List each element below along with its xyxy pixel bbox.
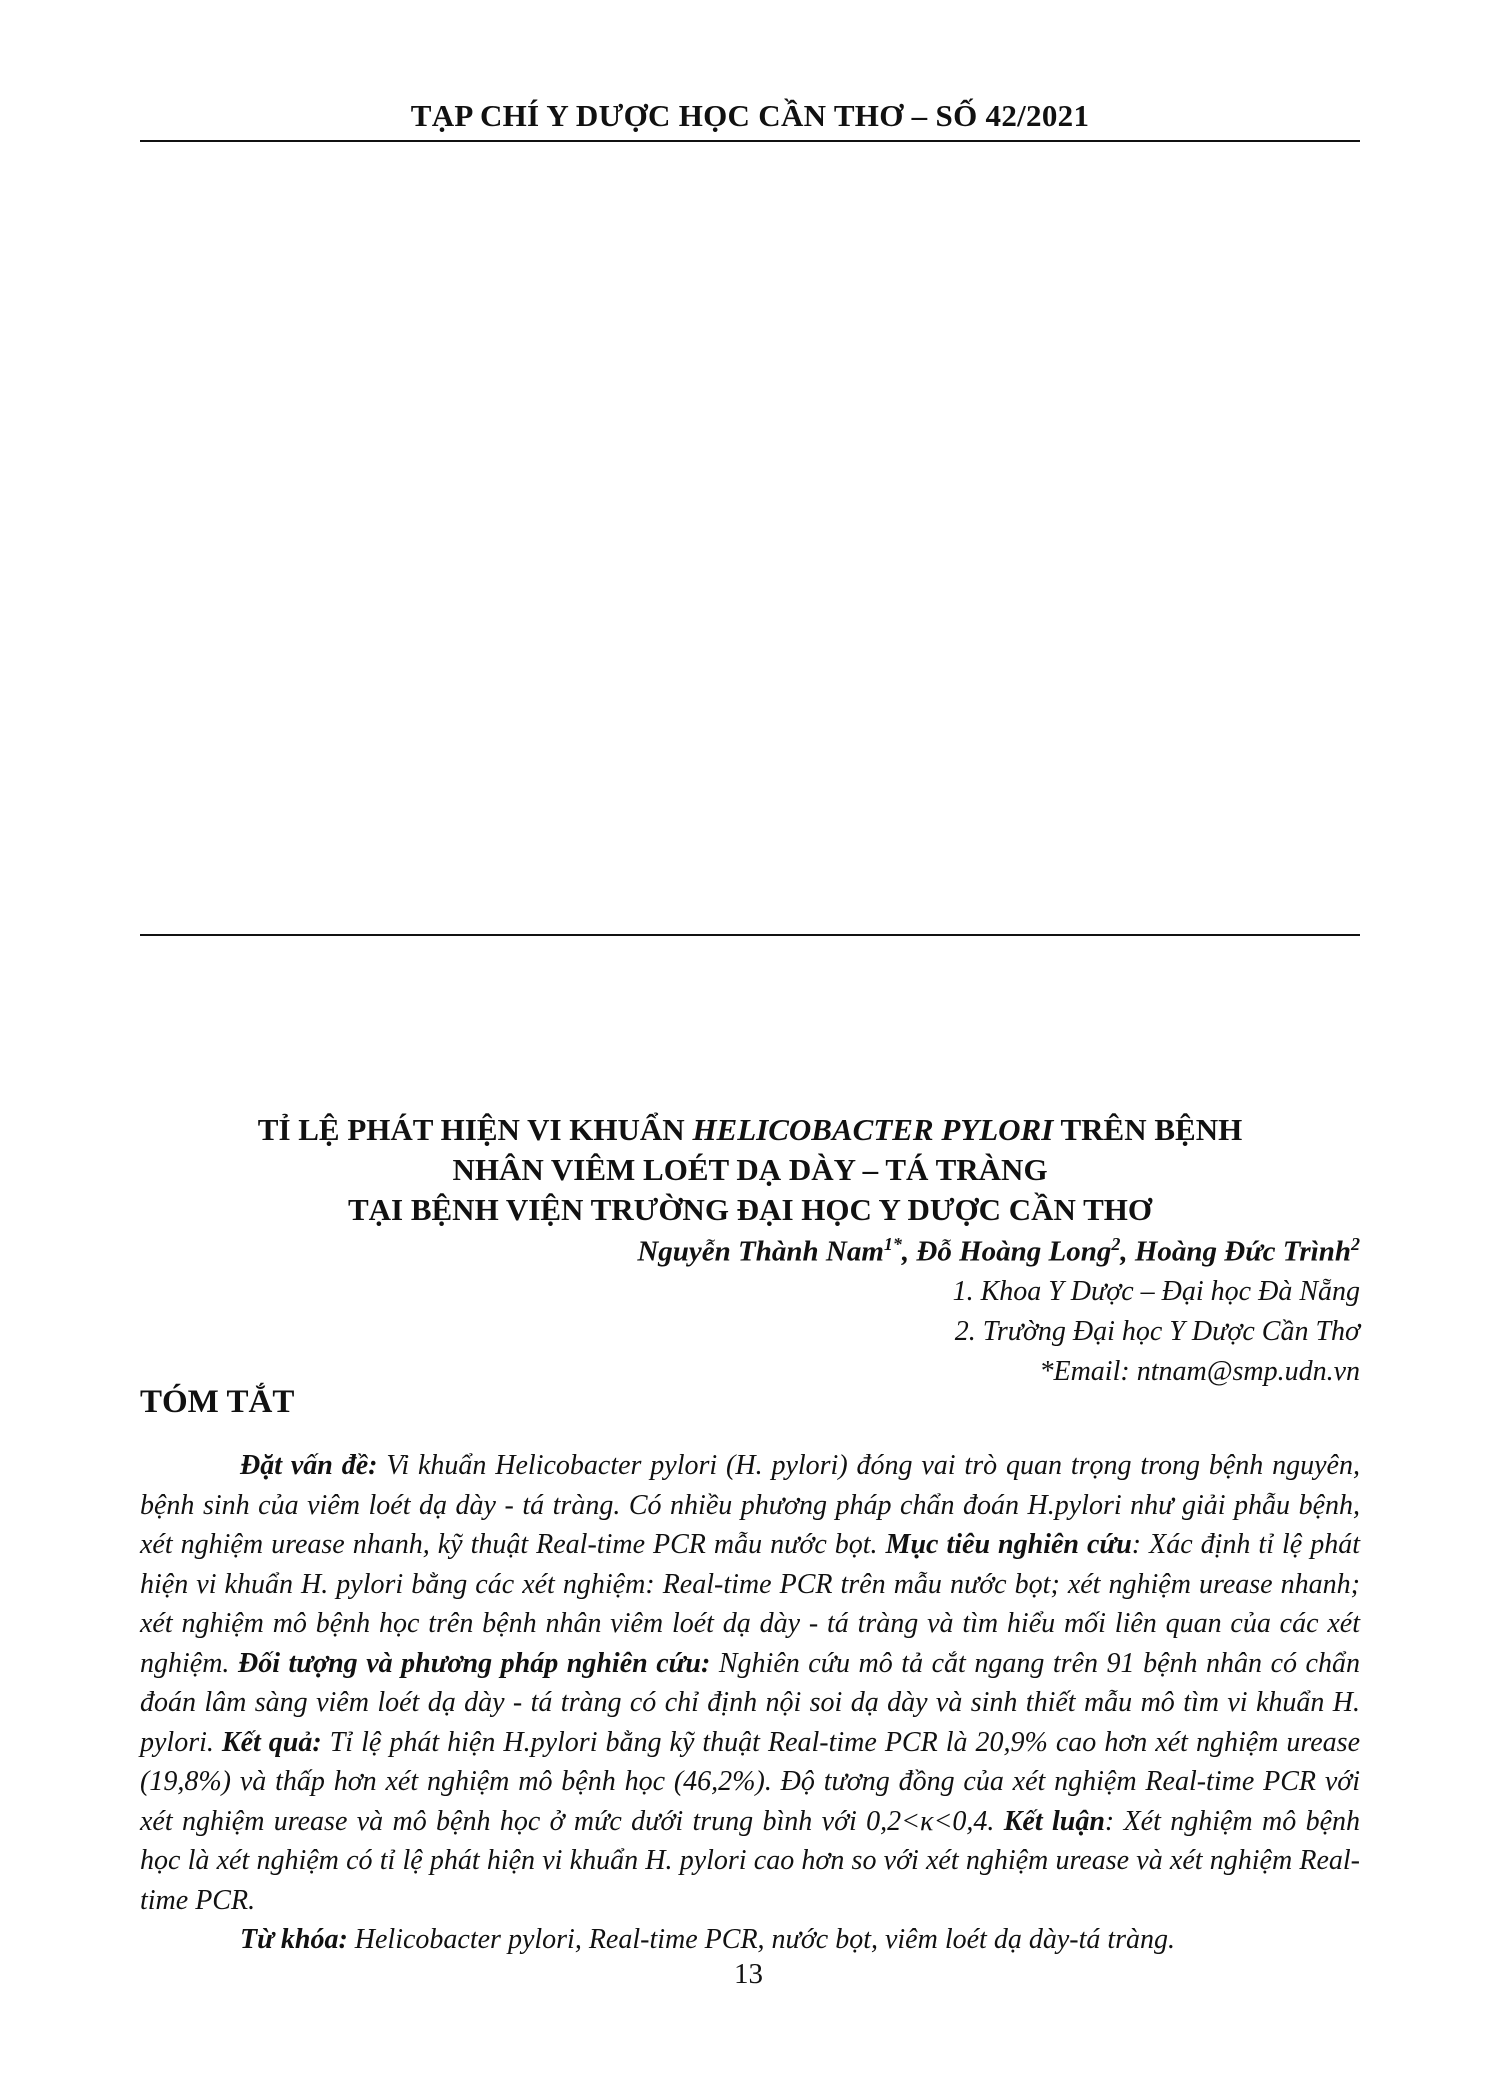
abstract-paragraph: Đặt vấn đề: Vi khuẩn Helicobacter pylori (H. pylori) đóng vai trò quan trọng trong bệnh nguyên, bệnh sinh của viêm loét dạ dày - tá tràng. Có nhiều phương pháp chẩn đoán H.pylori như giải phẫu bệnh, xét nghiệm urease nhanh, kỹ thuật Real-time PCR mẫu nước bọt. Mục tiêu nghiên cứu: Xác định tỉ lệ phát hiện vi khuẩn H. pylori bằng các xét nghiệm: Real-time PCR trên mẫu nước bọt; xét nghiệm urease nhanh; xét nghiệm mô bệnh học trên bệnh nhân viêm loét dạ dày - tá tràng và tìm hiểu mối liên quan của các xét nghiệm. Đối tượng và phương pháp nghiên cứu: Nghiên cứu mô tả cắt ngang trên 91 bệnh nhân có chẩn đoán lâm sàng viêm loét dạ dày - tá tràng có chỉ định nội soi dạ dày và sinh thiết mẫu mô tìm vi khuẩn H. pylori. Kết quả: Tỉ lệ phát hiện H.pylori bằng kỹ thuật Real-time PCR là 20,9% cao hơn xét nghiệm urease (19,8%) và thấp hơn xét nghiệm mô bệnh học (46,2%). Độ tương đồng của xét nghiệm Real-time PCR với xét nghiệm urease và mô bệnh học ở mức dưới trung bình với 0,2<κ<0,4. Kết luận: Xét nghiệm mô bệnh học là xét nghiệm có tỉ lệ phát hiện vi khuẩn H. pylori cao hơn so với xét nghiệm urease và xét nghiệm Real-time PCR. <box>140 1450 1361 1916</box>
keywords-paragraph: Từ khóa: Helicobacter pylori, Real-time PCR, nước bọt, viêm loét dạ dày-tá tràng. <box>240 1924 1176 1955</box>
page-number: 13 <box>734 1958 763 1990</box>
affiliation-2: 2. Trường Đại học Y Dược Cần Thơ <box>954 1316 1360 1347</box>
author-name: Đỗ Hoàng Long <box>916 1235 1112 1268</box>
abstract-heading: TÓM TẮT <box>140 1384 295 1420</box>
author-name: Nguyễn Thành Nam <box>637 1235 884 1268</box>
title-organism-name: HELICOBACTER PYLORI <box>692 1112 1054 1147</box>
label-results: Kết quả: <box>221 1726 322 1758</box>
title-line-2: NHÂN VIÊM LOÉT DẠ DÀY – TÁ TRÀNG <box>452 1152 1048 1187</box>
section-divider-rule <box>140 934 1360 936</box>
label-keywords: Từ khóa: <box>240 1924 348 1955</box>
journal-header: TẠP CHÍ Y DƯỢC HỌC CẦN THƠ – SỐ 42/2021 <box>410 98 1090 133</box>
author-list: Nguyễn Thành Nam$^{1*}$, Đỗ Hoàng Long$^2$, Hoàng Đức Trình$^2$ <box>637 1234 1360 1268</box>
abstract-body <box>140 1446 1360 1960</box>
header-rule <box>140 140 1360 142</box>
label-objective: Mục tiêu nghiên cứu <box>885 1529 1132 1560</box>
author-name: Hoàng Đức Trình <box>1134 1235 1351 1268</box>
label-background: Đặt vấn đề: <box>240 1450 378 1481</box>
affiliation-1: 1. Khoa Y Dược – Đại học Đà Nẵng <box>952 1276 1360 1307</box>
title-line-3: TẠI BỆNH VIỆN TRƯỜNG ĐẠI HỌC Y DƯỢC CẦN THƠ <box>347 1192 1153 1227</box>
label-methods: Đối tượng và phương pháp nghiên cứu: <box>237 1647 711 1679</box>
author-superscript: 2 <box>1351 1234 1360 1254</box>
author-superscript: 1* <box>883 1234 902 1254</box>
title-line-1: TỈ LỆ PHÁT HIỆN VI KHUẨN HELICOBACTER PYLORI TRÊN BỆNH <box>257 1112 1243 1147</box>
corresponding-email: *Email: ntnam@smp.udn.vn <box>1039 1356 1360 1387</box>
label-conclusion: Kết luận <box>1003 1805 1105 1837</box>
article-title <box>140 1110 1360 1230</box>
author-superscript: 2 <box>1111 1234 1121 1254</box>
